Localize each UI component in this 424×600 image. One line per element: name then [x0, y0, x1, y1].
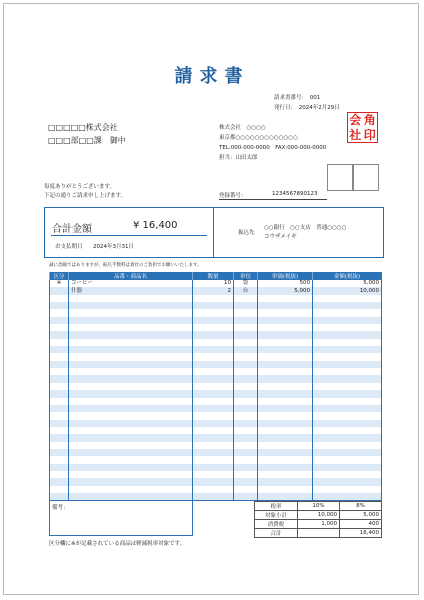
blank-cell — [69, 309, 193, 316]
blank-cell — [258, 324, 313, 331]
total-box — [44, 207, 384, 258]
table-row-blank — [50, 464, 382, 471]
items-table — [49, 272, 382, 501]
blank-cell — [50, 317, 69, 324]
blank-cell — [50, 346, 69, 353]
blank-cell — [50, 339, 69, 346]
blank-cell — [234, 471, 258, 478]
cell-kubun: ※ — [50, 280, 69, 287]
header-price: 単価(税抜) — [258, 272, 313, 280]
blank-cell — [313, 464, 382, 471]
table-row-blank — [50, 309, 382, 316]
table-row-blank — [50, 405, 382, 412]
blank-cell — [234, 442, 258, 449]
blank-cell — [69, 464, 193, 471]
blank-cell — [69, 353, 193, 360]
blank-cell — [50, 383, 69, 390]
blank-cell — [69, 346, 193, 353]
table-row-blank — [50, 398, 382, 405]
blank-cell — [50, 361, 69, 368]
blank-cell — [313, 493, 382, 501]
blank-cell — [234, 420, 258, 427]
blank-cell — [50, 324, 69, 331]
table-row-blank — [50, 456, 382, 463]
blank-cell — [234, 331, 258, 338]
blank-cell — [313, 383, 382, 390]
blank-cell — [258, 339, 313, 346]
blank-cell — [234, 383, 258, 390]
blank-cell — [193, 302, 234, 309]
blank-cell — [258, 383, 313, 390]
table-row — [50, 287, 382, 294]
blank-cell — [193, 420, 234, 427]
bank-line-1: ○○銀行 ○○支店 普通○○○○ — [264, 225, 347, 231]
table-row-blank — [50, 486, 382, 493]
blank-cell — [313, 339, 382, 346]
blank-cell — [69, 405, 193, 412]
header-name: 品番・商品名 — [69, 272, 193, 280]
cell-amount: 10,000 — [313, 287, 382, 294]
total-label: 合計金額 — [52, 224, 92, 235]
bank-label: 振込先 — [238, 230, 255, 236]
blank-cell — [193, 449, 234, 456]
tax-row — [255, 511, 382, 520]
registration-underline — [219, 199, 327, 200]
blank-cell — [258, 368, 313, 375]
blank-cell — [193, 353, 234, 360]
company-seal: 会 角 社 印 — [347, 112, 378, 143]
cell-amount: 5,000 — [313, 280, 382, 287]
table-row-blank — [50, 368, 382, 375]
blank-cell — [193, 383, 234, 390]
blank-cell — [234, 353, 258, 360]
table-row-blank — [50, 420, 382, 427]
blank-cell — [193, 309, 234, 316]
blank-cell — [313, 295, 382, 302]
blank-cell — [50, 464, 69, 471]
blank-cell — [50, 405, 69, 412]
blank-cell — [69, 295, 193, 302]
blank-cell — [193, 317, 234, 324]
blank-cell — [234, 368, 258, 375]
table-row-blank — [50, 302, 382, 309]
blank-cell — [234, 295, 258, 302]
blank-cell — [50, 442, 69, 449]
invoice-number: 請求書番号： 001 — [274, 95, 321, 101]
blank-cell — [234, 493, 258, 501]
blank-cell — [50, 478, 69, 485]
blank-cell — [69, 434, 193, 441]
blank-cell — [69, 339, 193, 346]
blank-cell — [258, 412, 313, 419]
table-row — [50, 280, 382, 287]
blank-cell — [258, 456, 313, 463]
due-date: 2024年3月31日 — [93, 244, 134, 250]
blank-cell — [50, 427, 69, 434]
blank-cell — [69, 420, 193, 427]
cell-qty: 2 — [193, 287, 234, 294]
stamp-box-2 — [353, 164, 379, 191]
blank-cell — [234, 427, 258, 434]
issuer-tel-fax: TEL:000-000-0000 FAX:000-000-0000 — [219, 145, 327, 151]
bank-line-2: コウザメイギ — [264, 234, 297, 240]
blank-cell — [258, 361, 313, 368]
blank-cell — [234, 478, 258, 485]
issue-date: 発行日： 2024年2月29日 — [274, 105, 340, 111]
table-row-blank — [50, 449, 382, 456]
blank-cell — [50, 302, 69, 309]
blank-cell — [258, 317, 313, 324]
blank-cell — [69, 456, 193, 463]
blank-cell — [50, 434, 69, 441]
blank-cell — [193, 346, 234, 353]
consumption-tax-8: 400 — [340, 520, 382, 529]
blank-cell — [69, 427, 193, 434]
total-amount: ¥ 16,400 — [133, 220, 178, 231]
blank-cell — [193, 412, 234, 419]
client-company: □□□□□株式会社 — [48, 123, 118, 132]
blank-cell — [313, 353, 382, 360]
blank-cell — [313, 456, 382, 463]
table-row-blank — [50, 339, 382, 346]
blank-cell — [69, 471, 193, 478]
blank-cell — [69, 486, 193, 493]
blank-cell — [258, 375, 313, 382]
blank-cell — [313, 375, 382, 382]
blank-cell — [193, 361, 234, 368]
table-row-blank — [50, 478, 382, 485]
tax-table — [254, 501, 382, 538]
header-qty: 数量 — [193, 272, 234, 280]
blank-cell — [234, 464, 258, 471]
cell-unit: 台 — [234, 287, 258, 294]
blank-cell — [258, 427, 313, 434]
blank-cell — [234, 434, 258, 441]
notes-box — [49, 500, 193, 536]
table-row-blank — [50, 361, 382, 368]
blank-cell — [193, 464, 234, 471]
blank-cell — [50, 398, 69, 405]
blank-cell — [258, 471, 313, 478]
blank-cell — [193, 456, 234, 463]
blank-cell — [234, 317, 258, 324]
blank-cell — [313, 471, 382, 478]
due-label: お支払期日 — [55, 244, 83, 250]
blank-cell — [234, 375, 258, 382]
tax-row — [255, 529, 382, 538]
table-row-blank — [50, 412, 382, 419]
table-row-blank — [50, 353, 382, 360]
blank-cell — [258, 493, 313, 501]
blank-cell — [313, 309, 382, 316]
cell-price: 500 — [258, 280, 313, 287]
blank-cell — [69, 383, 193, 390]
cell-name: 什器 — [69, 287, 193, 294]
blank-cell — [258, 398, 313, 405]
blank-cell — [313, 331, 382, 338]
blank-cell — [50, 295, 69, 302]
grand-total-label: 合計 — [255, 529, 298, 538]
consumption-tax-10: 1,000 — [298, 520, 340, 529]
blank-cell — [193, 493, 234, 501]
registration-label: 登録番号： — [219, 193, 247, 199]
blank-cell — [193, 295, 234, 302]
blank-cell — [258, 442, 313, 449]
header-kubun: 区分 — [50, 272, 69, 280]
blank-cell — [69, 331, 193, 338]
blank-cell — [258, 295, 313, 302]
intro-line-2: 下記の通りご請求申し上げます。 — [44, 193, 127, 199]
blank-cell — [313, 324, 382, 331]
blank-cell — [69, 361, 193, 368]
blank-cell — [258, 449, 313, 456]
blank-cell — [258, 309, 313, 316]
blank-cell — [313, 420, 382, 427]
blank-cell — [234, 390, 258, 397]
blank-cell — [258, 390, 313, 397]
items-header-row — [50, 272, 382, 280]
blank-cell — [313, 434, 382, 441]
tax-row — [255, 520, 382, 529]
stamp-box-1 — [327, 164, 353, 191]
blank-cell — [234, 405, 258, 412]
subtotal-8: 5,000 — [340, 511, 382, 520]
blank-cell — [193, 398, 234, 405]
blank-cell — [234, 324, 258, 331]
blank-cell — [193, 324, 234, 331]
blank-cell — [50, 353, 69, 360]
table-row-blank — [50, 331, 382, 338]
grand-total-blank — [298, 529, 340, 538]
blank-cell — [234, 309, 258, 316]
blank-cell — [258, 420, 313, 427]
client-department: □□□部□□課 御中 — [48, 136, 126, 145]
blank-cell — [69, 398, 193, 405]
blank-cell — [258, 486, 313, 493]
blank-cell — [69, 302, 193, 309]
fee-note: 誠に恐縮ではありますが、振込手数料は貴社のご負担でお願いいたします。 — [49, 263, 202, 268]
blank-cell — [50, 449, 69, 456]
blank-cell — [258, 434, 313, 441]
blank-cell — [193, 390, 234, 397]
blank-cell — [69, 375, 193, 382]
tax-rate-10: 10% — [298, 502, 340, 511]
invoice-page — [3, 3, 419, 595]
blank-cell — [313, 317, 382, 324]
subtotal-10: 10,000 — [298, 511, 340, 520]
blank-cell — [50, 309, 69, 316]
blank-cell — [50, 456, 69, 463]
blank-cell — [50, 390, 69, 397]
blank-cell — [69, 317, 193, 324]
table-row-blank — [50, 390, 382, 397]
blank-cell — [50, 368, 69, 375]
blank-cell — [193, 339, 234, 346]
cell-qty: 10 — [193, 280, 234, 287]
notes-label: 備考： — [52, 505, 69, 511]
blank-cell — [258, 464, 313, 471]
blank-cell — [313, 412, 382, 419]
blank-cell — [258, 353, 313, 360]
header-amount: 金額(税抜) — [313, 272, 382, 280]
blank-cell — [313, 390, 382, 397]
blank-cell — [234, 486, 258, 493]
table-row-blank — [50, 383, 382, 390]
cell-kubun — [50, 287, 69, 294]
blank-cell — [193, 427, 234, 434]
table-row-blank — [50, 427, 382, 434]
blank-cell — [234, 398, 258, 405]
blank-cell — [313, 449, 382, 456]
cell-price: 5,000 — [258, 287, 313, 294]
blank-cell — [193, 471, 234, 478]
blank-cell — [234, 361, 258, 368]
issuer-address: 東京都○○○○○○○○○○○○○ — [219, 135, 298, 141]
cell-name: コーヒー — [69, 280, 193, 287]
blank-cell — [258, 405, 313, 412]
blank-cell — [258, 478, 313, 485]
issuer-person: 担当：山田太郎 — [219, 155, 258, 161]
table-row-blank — [50, 317, 382, 324]
tax-rate-8: 8% — [340, 502, 382, 511]
registration-number: 1234567890123 — [272, 191, 318, 197]
blank-cell — [50, 486, 69, 493]
blank-cell — [69, 478, 193, 485]
blank-cell — [313, 405, 382, 412]
blank-cell — [234, 346, 258, 353]
blank-cell — [313, 398, 382, 405]
blank-cell — [193, 375, 234, 382]
table-row-blank — [50, 442, 382, 449]
blank-cell — [258, 302, 313, 309]
blank-cell — [313, 478, 382, 485]
blank-cell — [313, 427, 382, 434]
blank-cell — [69, 368, 193, 375]
table-row-blank — [50, 471, 382, 478]
blank-cell — [193, 478, 234, 485]
subtotal-label: 対象小計 — [255, 511, 298, 520]
tax-rate-label: 税率 — [255, 502, 298, 511]
blank-cell — [69, 324, 193, 331]
blank-cell — [50, 420, 69, 427]
footnote: 区分欄に※が記載されている商品は軽減税率対象です。 — [49, 541, 186, 547]
table-row-blank — [50, 295, 382, 302]
blank-cell — [313, 442, 382, 449]
intro-line-1: 毎度ありがとうございます。 — [44, 184, 116, 190]
blank-cell — [234, 449, 258, 456]
blank-cell — [193, 442, 234, 449]
blank-cell — [193, 368, 234, 375]
blank-cell — [234, 302, 258, 309]
consumption-tax-label: 消費税 — [255, 520, 298, 529]
blank-cell — [69, 442, 193, 449]
header-unit: 単位 — [234, 272, 258, 280]
tax-row — [255, 502, 382, 511]
total-underline — [51, 235, 207, 236]
table-row-blank — [50, 324, 382, 331]
blank-cell — [313, 346, 382, 353]
blank-cell — [193, 486, 234, 493]
blank-cell — [193, 434, 234, 441]
blank-cell — [234, 412, 258, 419]
blank-cell — [313, 361, 382, 368]
blank-cell — [313, 302, 382, 309]
blank-cell — [50, 471, 69, 478]
blank-cell — [313, 368, 382, 375]
blank-cell — [234, 456, 258, 463]
table-row-blank — [50, 375, 382, 382]
blank-cell — [50, 331, 69, 338]
issuer-company: 株式会社 ○○○○ — [219, 125, 266, 131]
blank-cell — [313, 486, 382, 493]
table-row-blank — [50, 346, 382, 353]
blank-cell — [50, 412, 69, 419]
table-row-blank — [50, 434, 382, 441]
blank-cell — [69, 449, 193, 456]
blank-cell — [258, 346, 313, 353]
blank-cell — [50, 375, 69, 382]
grand-total-value: 16,400 — [340, 529, 382, 538]
blank-cell — [258, 331, 313, 338]
total-box-divider — [213, 208, 214, 257]
blank-cell — [69, 412, 193, 419]
blank-cell — [234, 339, 258, 346]
page-title: 請求書 — [174, 66, 250, 87]
blank-cell — [69, 390, 193, 397]
cell-unit: 袋 — [234, 280, 258, 287]
blank-cell — [193, 405, 234, 412]
blank-cell — [193, 331, 234, 338]
